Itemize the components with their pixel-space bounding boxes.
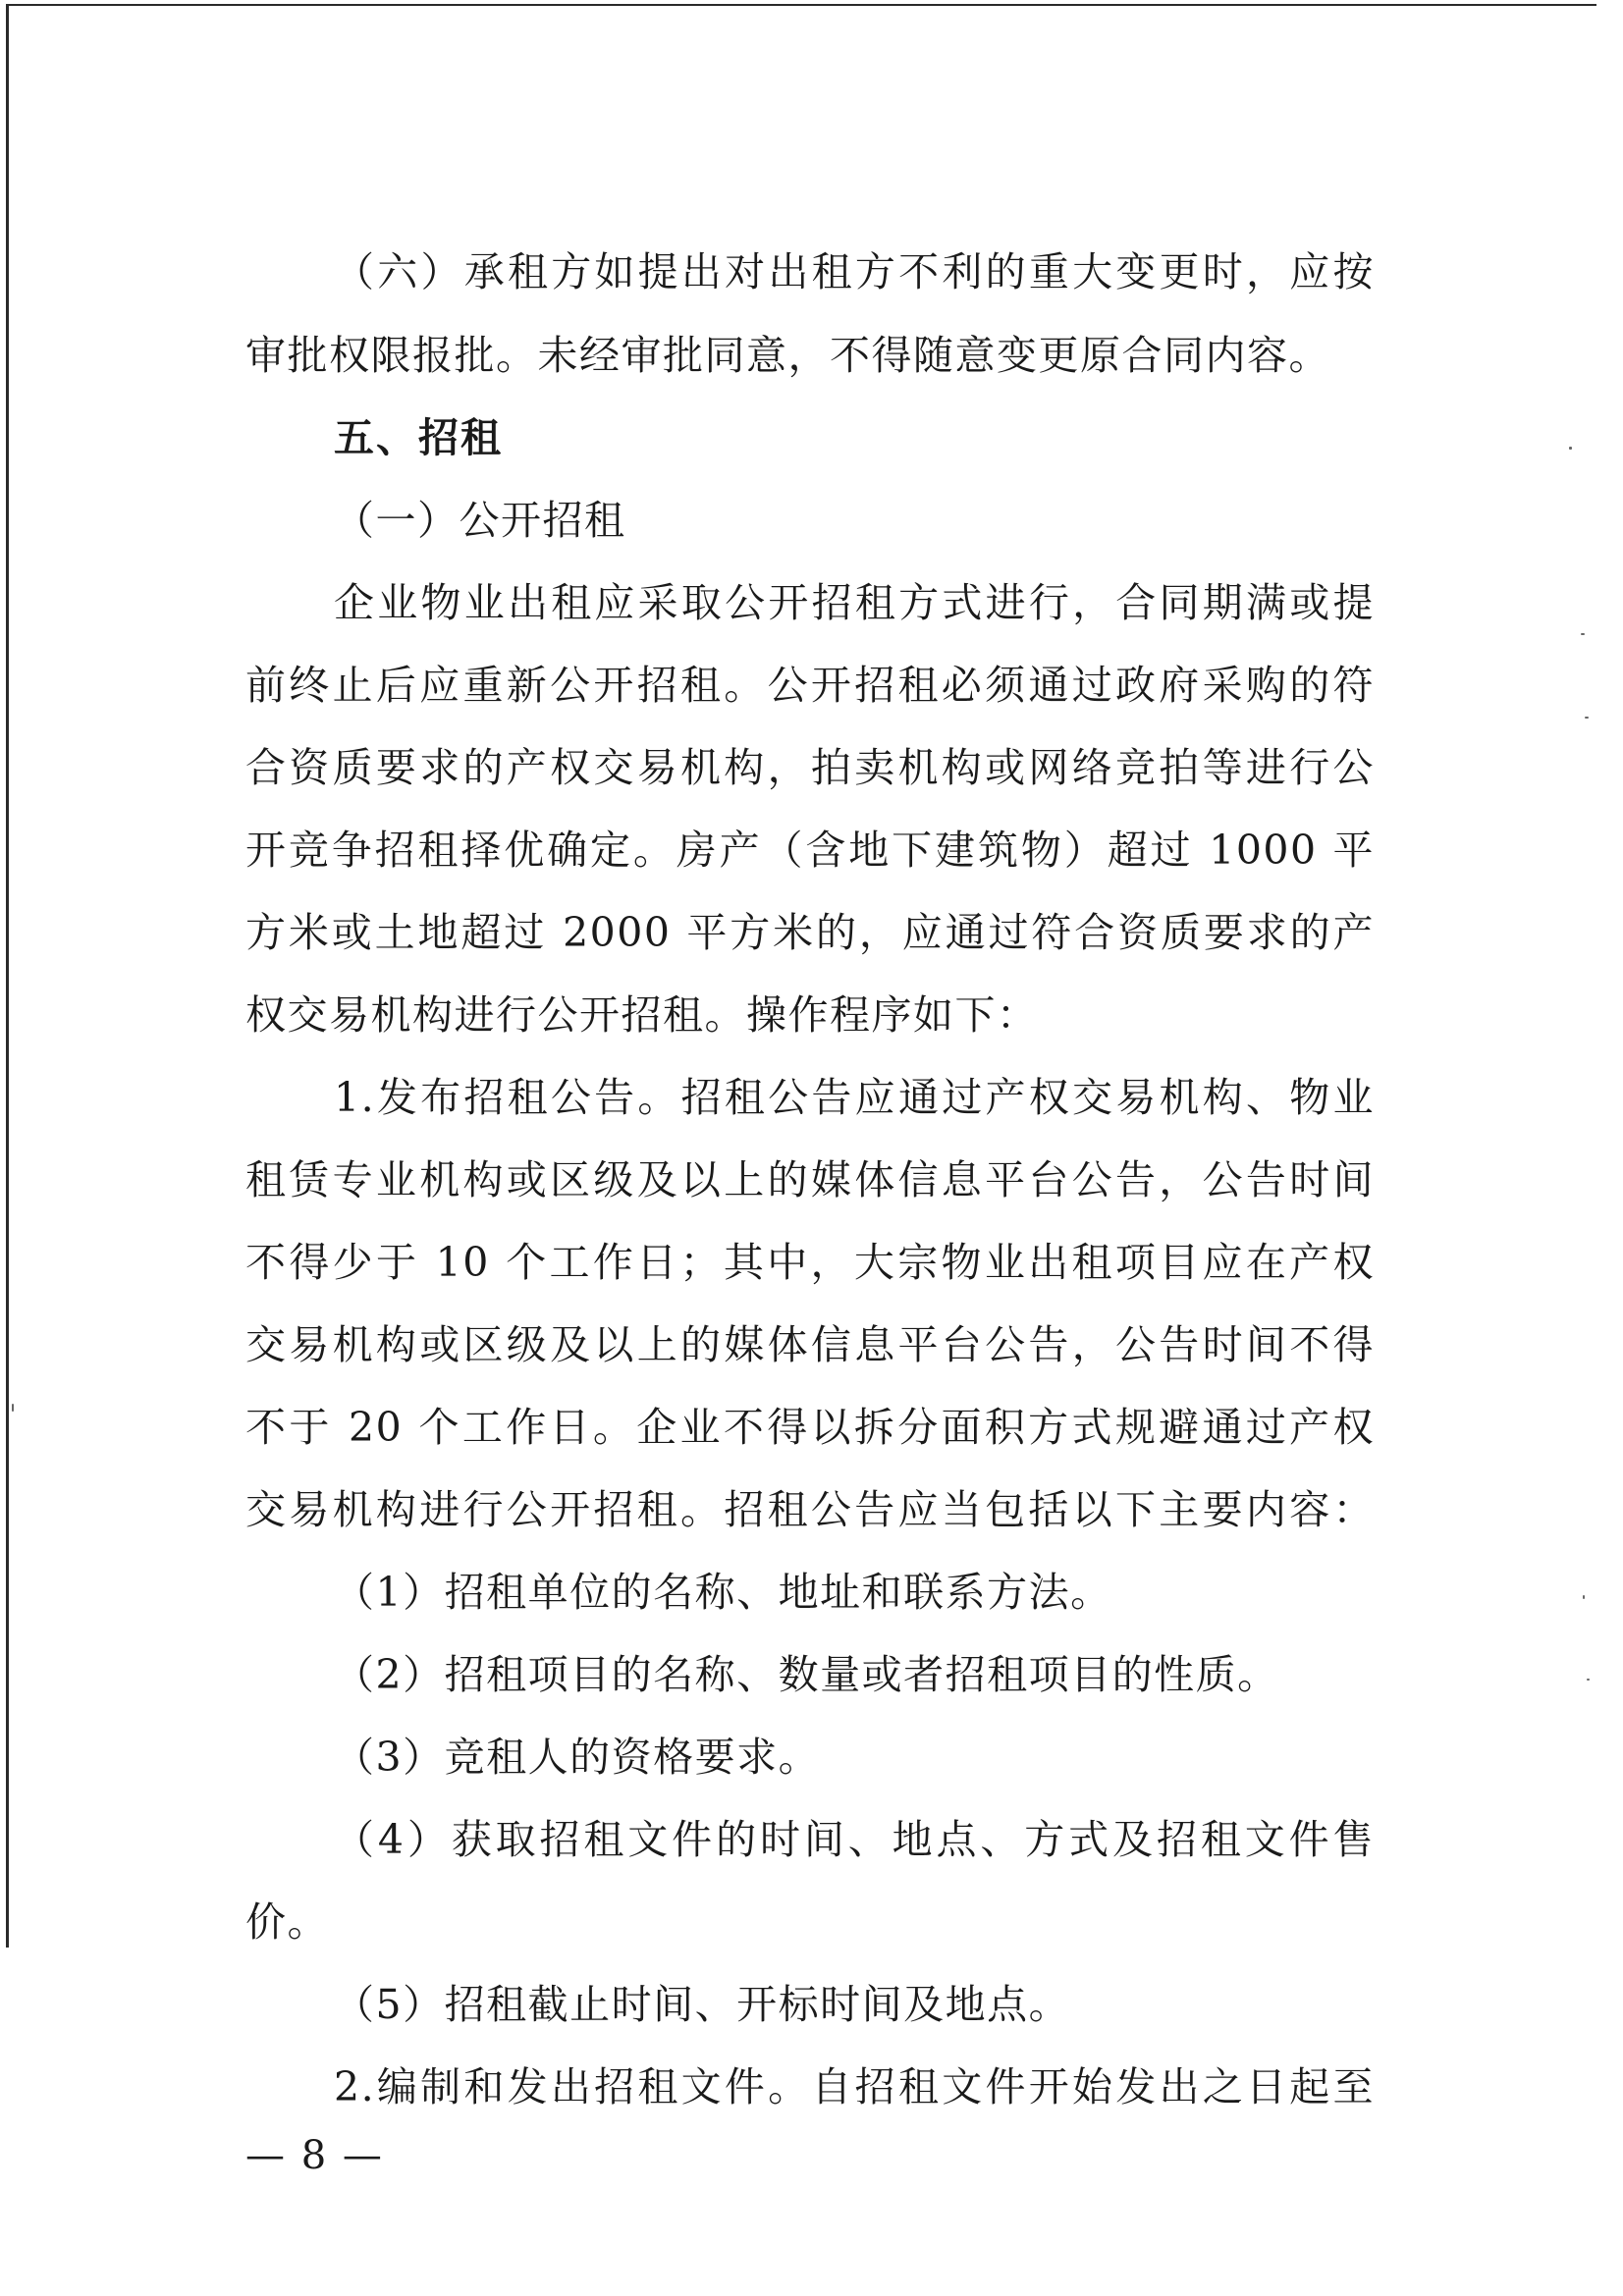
scan-speck [1587, 1679, 1590, 1681]
scan-top-edge [6, 4, 1596, 6]
scan-speck [1581, 633, 1585, 635]
text-line: 方米或土地超过 2000 平方米的，应通过符合资质要求的产 [245, 909, 1375, 956]
text-line: 不得少于 10 个工作日；其中，大宗物业出租项目应在产权 [245, 1239, 1375, 1286]
text-line: 权交易机构进行公开招租。操作程序如下： [245, 991, 1039, 1039]
list-item: （5）招租截止时间、开标时间及地点。 [334, 1981, 1071, 2028]
text-line: （六）承租方如提出对出租方不利的重大变更时，应按 [334, 248, 1375, 295]
subsection-heading: （一）公开招租 [334, 497, 626, 544]
text-line: 交易机构进行公开招租。招租公告应当包括以下主要内容： [245, 1486, 1375, 1533]
section-heading: 五、招租 [334, 414, 503, 461]
text-line: 不于 20 个工作日。企业不得以拆分面积方式规避通过产权 [245, 1404, 1375, 1451]
scan-speck [12, 1404, 14, 1412]
list-item: （2）招租项目的名称、数量或者招租项目的性质。 [334, 1651, 1279, 1698]
text-line: 开竞争招租择优确定。房产（含地下建筑物）超过 1000 平 [245, 827, 1375, 874]
text-line: 1.发布招租公告。招租公告应通过产权交易机构、物业 [334, 1074, 1375, 1121]
scan-speck [1585, 717, 1589, 719]
scan-speck [1569, 447, 1572, 450]
list-item: （4）获取招租文件的时间、地点、方式及招租文件售 [334, 1816, 1375, 1863]
scan-left-edge [6, 4, 9, 1948]
text-line: 2.编制和发出招租文件。自招租文件开始发出之日起至 [334, 2063, 1375, 2110]
page-number: — 8 — [245, 2133, 384, 2178]
text-line: 价。 [245, 1898, 329, 1946]
text-line: 前终止后应重新公开招租。公开招租必须通过政府采购的符 [245, 662, 1375, 709]
text-line: 合资质要求的产权交易机构，拍卖机构或网络竞拍等进行公 [245, 744, 1375, 791]
scan-speck [1583, 1595, 1585, 1599]
list-item: （3）竞租人的资格要求。 [334, 1734, 821, 1781]
text-line: 企业物业出租应采取公开招租方式进行，合同期满或提 [334, 579, 1375, 626]
text-line: 审批权限报批。未经审批同意，不得随意变更原合同内容。 [245, 332, 1330, 379]
text-line: 交易机构或区级及以上的媒体信息平台公告，公告时间不得 [245, 1321, 1375, 1368]
list-item: （1）招租单位的名称、地址和联系方法。 [334, 1569, 1112, 1616]
text-line: 租赁专业机构或区级及以上的媒体信息平台公告，公告时间 [245, 1156, 1375, 1203]
